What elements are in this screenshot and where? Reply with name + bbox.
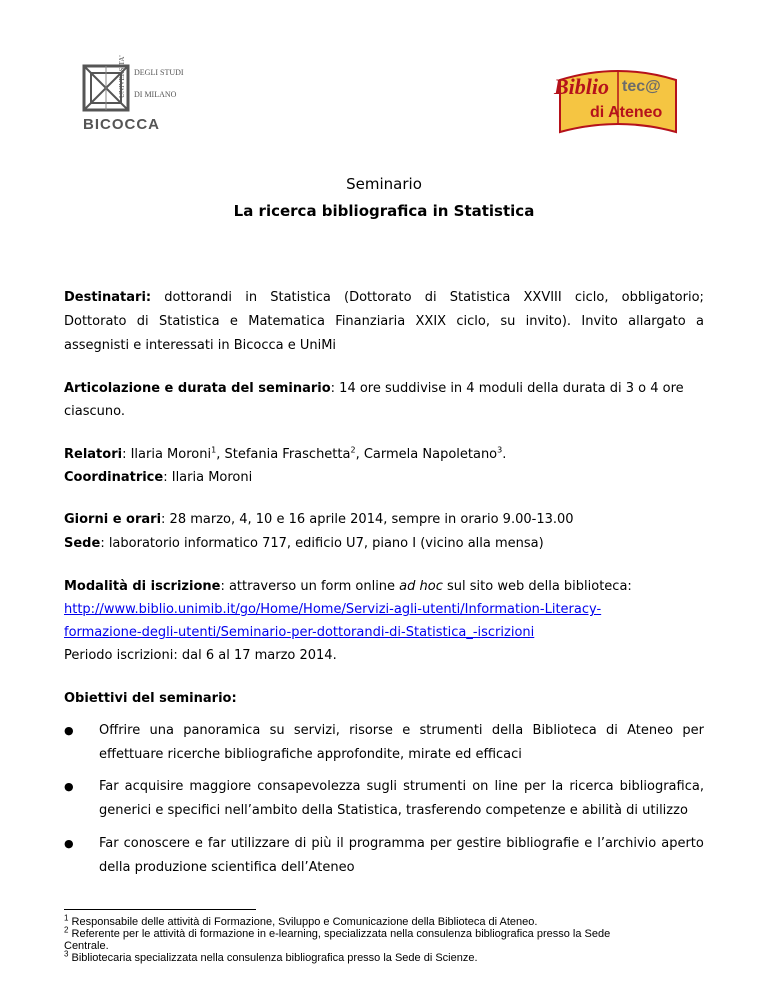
destinatari-label: Destinatari:: [64, 290, 152, 305]
footnote-2: [64, 925, 611, 940]
biblioteca-logo-part3: di Ateneo: [590, 104, 663, 121]
unimib-logo-text-line2: DEGLI STUDI: [134, 68, 184, 77]
obiettivo-word: l’archivio: [597, 836, 657, 851]
iscrizione-text-after: sul sito web della biblioteca:: [442, 579, 632, 594]
footnote-ref: 2: [350, 445, 356, 455]
obiettivo-word: di: [294, 836, 307, 851]
iscrizione-label: Modalità di iscrizione: [64, 579, 221, 594]
destinatari-word: ciclo,: [456, 314, 490, 329]
destinatari-word: Dottorato: [64, 314, 127, 329]
obiettivi-heading: Obiettivi del seminario:: [64, 691, 237, 706]
footnote-ref: 3: [497, 445, 503, 455]
relatore-name: Stefania Fraschetta: [224, 447, 351, 462]
obiettivo-word: Ateneo: [627, 723, 674, 738]
sede-label: Sede: [64, 536, 101, 551]
unimib-logo-name: BICOCCA: [83, 116, 160, 133]
coordinatrice-label: Coordinatrice: [64, 470, 164, 485]
obiettivo-word: consapevolezza: [257, 779, 361, 794]
destinatari-word: obbligatorio;: [621, 290, 704, 305]
giorni-text: : 28 marzo, 4, 10 e 16 aprile 2014, sempre in orario 9.00-13.00: [161, 512, 574, 527]
obiettivo-word: e: [584, 836, 593, 851]
obiettivo-word: risorse: [349, 723, 393, 738]
footnote-separator: [64, 909, 256, 910]
obiettivo-word: strumenti: [419, 723, 483, 738]
destinatari-word: Matematica: [248, 314, 325, 329]
bullet-icon: ●: [64, 780, 74, 793]
iscrizione-link-line1[interactable]: http://www.biblio.unimib.it/go/Home/Home/Servizi-agli-utenti/Information-Literacy-: [64, 602, 602, 617]
biblioteca-logo-part2: tec@: [622, 78, 661, 95]
obiettivo-word: programma: [348, 836, 425, 851]
obiettivo-word: maggiore: [189, 779, 252, 794]
obiettivo-1-line2: effettuare ricerche bibliografiche approfondite, mirate ed efficaci: [99, 747, 522, 762]
sede-line: [64, 536, 544, 552]
destinatari-word: in: [245, 290, 258, 305]
obiettivo-word: gestire: [456, 836, 502, 851]
coordinatrice-text: : Ilaria Moroni: [163, 470, 253, 485]
obiettivo-word: utilizzare: [230, 836, 290, 851]
footnote-number: 3: [64, 949, 69, 959]
obiettivo-word: una: [149, 723, 174, 738]
giorni-line: [64, 512, 574, 528]
seminar-kicker: Seminario: [346, 175, 422, 193]
destinatari-word: Statistica: [270, 290, 331, 305]
obiettivo-word: ricerca: [569, 779, 614, 794]
obiettivo-1-line1: [64, 723, 704, 739]
footnote-number: 1: [64, 913, 69, 923]
obiettivo-word: più: [311, 836, 332, 851]
obiettivo-word: line: [494, 779, 518, 794]
footnote-ref: 1: [211, 445, 217, 455]
obiettivo-word: su: [269, 723, 285, 738]
obiettivo-word: sugli: [366, 779, 397, 794]
destinatari-word: dottorandi: [164, 290, 233, 305]
footnote-1: [64, 913, 538, 928]
articolazione-text: : 14 ore suddivise in 4 moduli della durata di 3 o 4 ore: [330, 381, 684, 396]
destinatari-line3: assegnisti e interessati in Bicocca e UniMi: [64, 338, 337, 353]
unimib-logo-text-vertical: UNIVERSITA': [118, 55, 126, 98]
relatore-name: Carmela Napoletano: [363, 447, 498, 462]
destinatari-word: Finanziaria: [335, 314, 406, 329]
destinatari-word: di: [136, 314, 149, 329]
coordinatrice-line: [64, 470, 252, 486]
periodo-iscrizioni: Periodo iscrizioni: dal 6 al 17 marzo 2014.: [64, 648, 337, 663]
obiettivo-word: acquisire: [124, 779, 184, 794]
obiettivo-word: Far: [99, 779, 119, 794]
obiettivo-word: per: [524, 779, 546, 794]
obiettivo-word: e: [402, 723, 411, 738]
articolazione-label: Articolazione e durata del seminario: [64, 381, 331, 396]
footnote-text: Referente per le attività di formazione in e-learning, specializzata nella consulenza bibliografica presso la Sede: [71, 928, 611, 940]
iscrizione-line: [64, 579, 632, 595]
destinatari-word: di: [424, 290, 437, 305]
obiettivo-word: strumenti: [403, 779, 467, 794]
sede-text: : laboratorio informatico 717, edificio U7, piano I (vicino alla mensa): [100, 536, 544, 551]
biblioteca-logo-part1: Biblio: [554, 74, 610, 99]
relatori-sep: :: [122, 447, 131, 462]
bullet-icon: ●: [64, 837, 74, 850]
obiettivo-word: bibliografica,: [619, 779, 704, 794]
giorni-label: Giorni e orari: [64, 512, 162, 527]
relatori-label: Relatori: [64, 447, 123, 462]
obiettivo-word: della: [491, 723, 524, 738]
obiettivo-word: e: [194, 836, 203, 851]
obiettivo-word: Offrire: [99, 723, 141, 738]
obiettivo-word: Far: [99, 836, 119, 851]
destinatari-word: a: [695, 314, 704, 329]
obiettivo-word: on: [472, 779, 489, 794]
unimib-logo-text-line3: DI MILANO: [134, 90, 177, 99]
obiettivo-word: far: [207, 836, 226, 851]
destinatari-word: e: [229, 314, 238, 329]
obiettivo-3-line1: [64, 836, 704, 852]
obiettivo-3-line2: della produzione scientifica dell’Ateneo: [99, 860, 355, 875]
destinatari-word: ciclo,: [574, 290, 609, 305]
footnote-2-cont: Centrale.: [64, 940, 109, 952]
destinatari-word: XXVIII: [523, 290, 562, 305]
destinatari-word: invito).: [525, 314, 572, 329]
obiettivo-2-line1: [64, 779, 704, 795]
obiettivo-word: bibliografie: [506, 836, 580, 851]
iscrizione-italic: ad hoc: [399, 579, 443, 594]
obiettivo-word: il: [336, 836, 344, 851]
footnote-text: Bibliotecaria specializzata nella consulenza bibliografica presso la Sede di Scienze.: [71, 952, 478, 964]
bullet-icon: ●: [64, 724, 74, 737]
iscrizione-text: : attraverso un form online: [220, 579, 400, 594]
obiettivo-word: aperto: [661, 836, 704, 851]
articolazione-line1: [64, 381, 684, 397]
obiettivo-word: panoramica: [183, 723, 261, 738]
obiettivo-word: servizi,: [293, 723, 340, 738]
obiettivo-word: per: [429, 836, 452, 851]
relatore-name: Ilaria Moroni: [130, 447, 212, 462]
relatori-line: Relatori: Ilaria Moroni$^1$, Stefania Fraschetta$^2$, Carmela Napoletano$^3$.: [64, 445, 507, 462]
footnote-number: 2: [64, 925, 69, 935]
destinatari-word: Statistica: [158, 314, 220, 329]
destinatari-word: su: [500, 314, 516, 329]
seminar-title: La ricerca bibliografica in Statistica: [233, 202, 535, 220]
obiettivo-2-line2: generici e specifici nell’ambito della Statistica, trasferendo competenze e abilità di utilizzo: [99, 803, 688, 818]
destinatari-word: allargato: [628, 314, 686, 329]
destinatari-word: Statistica: [449, 290, 511, 305]
articolazione-line2: ciascuno.: [64, 404, 125, 419]
obiettivo-word: Biblioteca: [532, 723, 597, 738]
obiettivo-word: conoscere: [123, 836, 190, 851]
iscrizione-link-line2[interactable]: formazione-degli-utenti/Seminario-per-dottorandi-di-Statistica_-iscrizioni: [64, 625, 535, 640]
footnote-3: [64, 949, 478, 964]
footnote-text: Responsabile delle attività di Formazione, Sviluppo e Comunicazione della Biblioteca di Ateneo.: [71, 916, 538, 928]
biblioteca-logo: [550, 66, 686, 138]
destinatari-word: Invito: [581, 314, 618, 329]
obiettivo-word: la: [551, 779, 564, 794]
destinatari-line1: [64, 290, 704, 306]
destinatari-word: (Dottorato: [344, 290, 412, 305]
destinatari-line2: [64, 314, 704, 330]
obiettivo-word: per: [682, 723, 704, 738]
unimib-logo: [80, 55, 184, 138]
destinatari-word: XXIX: [415, 314, 447, 329]
obiettivo-word: di: [605, 723, 618, 738]
